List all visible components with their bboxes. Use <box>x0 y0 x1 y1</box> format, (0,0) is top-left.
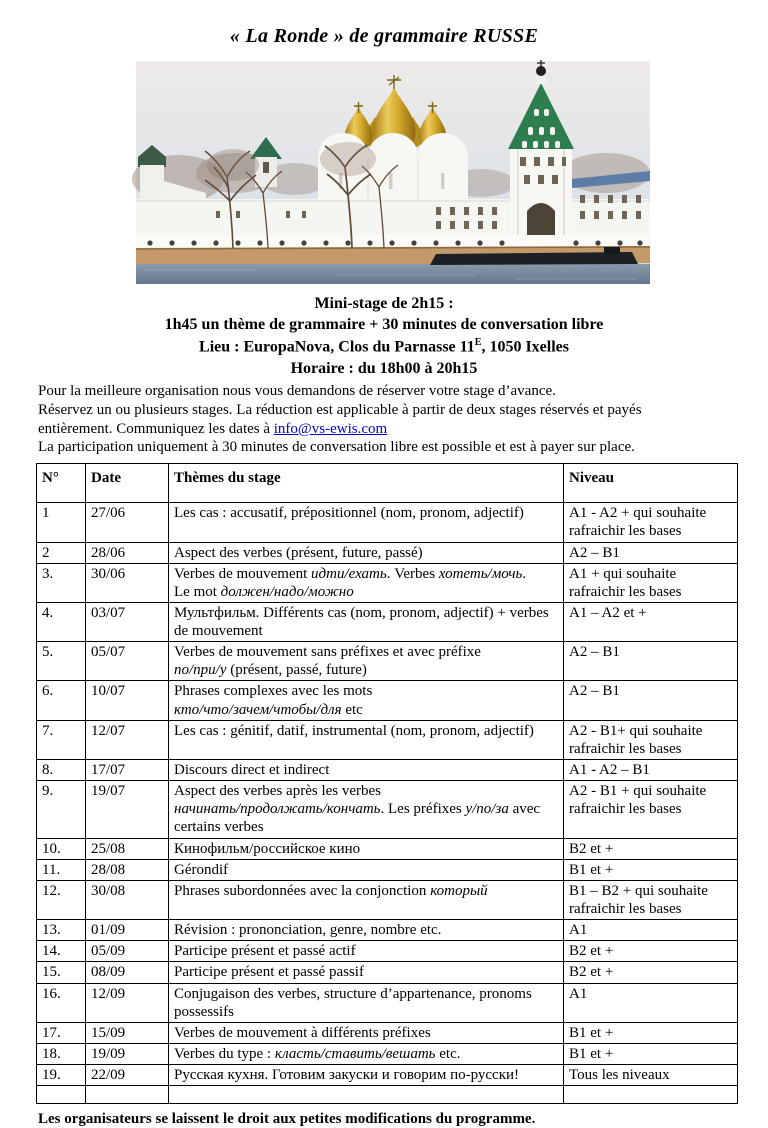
row-theme: Discours direct et indirect <box>169 760 564 781</box>
table-row <box>37 642 738 681</box>
table-row <box>37 681 738 720</box>
table-row <box>37 920 738 941</box>
row-theme: Conjugaison des verbes, structure d’appartenance, pronoms possessifs <box>169 983 564 1022</box>
row-niveau: A2 - B1 + qui souhaite rafraichir les bases <box>564 781 738 838</box>
row-niveau: B2 et + <box>564 941 738 962</box>
row-number: 1 <box>37 503 86 542</box>
row-date: 12/07 <box>86 720 169 759</box>
intro-line-format: 1h45 un thème de grammaire + 30 minutes de conversation libre <box>164 316 604 334</box>
row-number: 4. <box>37 602 86 641</box>
row-theme <box>169 1086 564 1104</box>
header-theme: Thèmes du stage <box>169 464 564 503</box>
paragraph-line-4: La participation uniquement à 30 minutes de conversation libre est possible et est à payer sur place. <box>38 439 635 456</box>
row-theme: Révision : prononciation, genre, nombre etc. <box>169 920 564 941</box>
row-date: 25/08 <box>86 838 169 859</box>
row-number: 6. <box>37 681 86 720</box>
row-number: 17. <box>37 1022 86 1043</box>
row-date: 03/07 <box>86 602 169 641</box>
row-number: 5. <box>37 642 86 681</box>
row-theme: Aspect des verbes (présent, future, passé) <box>169 542 564 563</box>
row-date: 19/09 <box>86 1044 169 1065</box>
row-date: 12/09 <box>86 983 169 1022</box>
paragraph-line-2: Réservez un ou plusieurs stages. La réduction est applicable à partir de deux stages réservés et payés <box>38 401 642 418</box>
row-theme: Verbes de mouvement à différents préfixes <box>169 1022 564 1043</box>
row-niveau: A2 – B1 <box>564 542 738 563</box>
table-row <box>37 781 738 838</box>
header-number: N° <box>37 464 86 503</box>
row-number: 13. <box>37 920 86 941</box>
row-theme: Verbes de mouvement идти/ехать. Verbes хотеть/мочь. Le mot должен/надо/можно <box>169 563 564 602</box>
row-number: 11. <box>37 859 86 880</box>
row-niveau: A1 <box>564 920 738 941</box>
row-theme: Verbes du type : класть/ставить/вешать etc. <box>169 1044 564 1065</box>
row-date: 05/09 <box>86 941 169 962</box>
row-date: 30/08 <box>86 880 169 919</box>
row-niveau: A2 – B1 <box>564 681 738 720</box>
row-number: 12. <box>37 880 86 919</box>
table-header-row <box>37 464 738 503</box>
table-row <box>37 962 738 983</box>
row-theme: Participe présent et passé passif <box>169 962 564 983</box>
table-row <box>37 542 738 563</box>
row-niveau: B1 et + <box>564 1044 738 1065</box>
row-niveau <box>564 1086 738 1104</box>
row-date: 17/07 <box>86 760 169 781</box>
row-theme: Aspect des verbes après les verbes начинать/продолжать/кончать. Les préfixes у/по/за avec certains verbes <box>169 781 564 838</box>
address-superscript: E <box>474 336 482 348</box>
row-theme: Verbes de mouvement sans préfixes et avec préfixe по/при/у (présent, passé, future) <box>169 642 564 681</box>
row-number: 19. <box>37 1065 86 1086</box>
row-theme: Participe présent et passé actif <box>169 941 564 962</box>
table-row <box>37 859 738 880</box>
row-date: 30/06 <box>86 563 169 602</box>
table-row <box>37 720 738 759</box>
row-date <box>86 1086 169 1104</box>
row-niveau: B1 et + <box>564 1022 738 1043</box>
intro-block <box>0 293 768 379</box>
row-niveau: A1 – A2 et + <box>564 602 738 641</box>
intro-line-location: Lieu : EuropaNova, Clos du Parnasse $11^E$, 1050 Ixelles <box>199 336 569 356</box>
row-date: 27/06 <box>86 503 169 542</box>
row-theme: Phrases complexes avec les mots кто/что/зачем/чтобы/для etc <box>169 681 564 720</box>
table-row <box>37 1044 738 1065</box>
row-theme: Gérondif <box>169 859 564 880</box>
row-number: 15. <box>37 962 86 983</box>
row-niveau: A1 + qui souhaite rafraichir les bases <box>564 563 738 602</box>
row-number: 14. <box>37 941 86 962</box>
table-row <box>37 880 738 919</box>
table-row <box>37 760 738 781</box>
row-niveau: B1 – B2 + qui souhaite rafraichir les bases <box>564 880 738 919</box>
table-row <box>37 1086 738 1104</box>
row-date: 19/07 <box>86 781 169 838</box>
row-number: 3. <box>37 563 86 602</box>
page-title: « La Ronde » de grammaire RUSSE <box>229 25 539 47</box>
table-row <box>37 838 738 859</box>
row-theme: Phrases subordonnées avec la conjonction который <box>169 880 564 919</box>
row-theme: Les cas : accusatif, prépositionnel (nom, pronom, adjectif) <box>169 503 564 542</box>
monastery-photo <box>136 61 650 284</box>
contact-email-link[interactable]: info@vs-ewis.com <box>273 420 388 437</box>
paragraph-line-1: Pour la meilleure organisation nous vous demandons de réserver votre stage d’avance. <box>38 383 556 400</box>
row-number: 10. <box>37 838 86 859</box>
row-date: 05/07 <box>86 642 169 681</box>
row-date: 28/06 <box>86 542 169 563</box>
row-number: 9. <box>37 781 86 838</box>
header-niveau: Niveau <box>564 464 738 503</box>
table-row <box>37 602 738 641</box>
row-niveau: B2 et + <box>564 962 738 983</box>
row-date: 22/09 <box>86 1065 169 1086</box>
row-number: 8. <box>37 760 86 781</box>
row-niveau: A1 <box>564 983 738 1022</box>
row-date: 15/09 <box>86 1022 169 1043</box>
row-theme: Кинофильм/российское кино <box>169 838 564 859</box>
row-number: 2 <box>37 542 86 563</box>
row-niveau: A1 - A2 – B1 <box>564 760 738 781</box>
table-row <box>37 1065 738 1086</box>
row-theme: Les cas : génitif, datif, instrumental (nom, pronom, adjectif) <box>169 720 564 759</box>
table-row <box>37 1022 738 1043</box>
intro-line-duration: Mini-stage de 2h15 : <box>314 295 454 312</box>
monastery-photo-illustration <box>136 61 650 284</box>
row-number <box>37 1086 86 1104</box>
row-number: 7. <box>37 720 86 759</box>
row-niveau: A2 – B1 <box>564 642 738 681</box>
table-row <box>37 503 738 542</box>
row-niveau: B1 et + <box>564 859 738 880</box>
row-date: 01/09 <box>86 920 169 941</box>
intro-line-schedule: Horaire : du 18h00 à 20h15 <box>290 359 478 377</box>
row-theme: Русская кухня. Готовим закуски и говорим по-русски! <box>169 1065 564 1086</box>
paragraph-line-3: entièrement. Communiquez les dates à info@vs-ewis.com <box>38 420 388 437</box>
row-niveau: A1 - A2 + qui souhaite rafraichir les bases <box>564 503 738 542</box>
stage-schedule-table <box>36 463 738 1104</box>
booking-paragraph <box>38 382 736 457</box>
row-date: 08/09 <box>86 962 169 983</box>
footer-note: Les organisateurs se laissent le droit aux petites modifications du programme. <box>38 1111 536 1128</box>
table-row <box>37 983 738 1022</box>
row-niveau: A2 - B1+ qui souhaite rafraichir les bases <box>564 720 738 759</box>
row-niveau: B2 et + <box>564 838 738 859</box>
table-row <box>37 941 738 962</box>
row-date: 28/08 <box>86 859 169 880</box>
row-theme: Мультфильм. Différents cas (nom, pronom, adjectif) + verbes de mouvement <box>169 602 564 641</box>
table-row <box>37 563 738 602</box>
row-number: 16. <box>37 983 86 1022</box>
header-date: Date <box>86 464 169 503</box>
row-niveau: Tous les niveaux <box>564 1065 738 1086</box>
row-date: 10/07 <box>86 681 169 720</box>
row-number: 18. <box>37 1044 86 1065</box>
stage-table-body <box>37 503 738 1104</box>
